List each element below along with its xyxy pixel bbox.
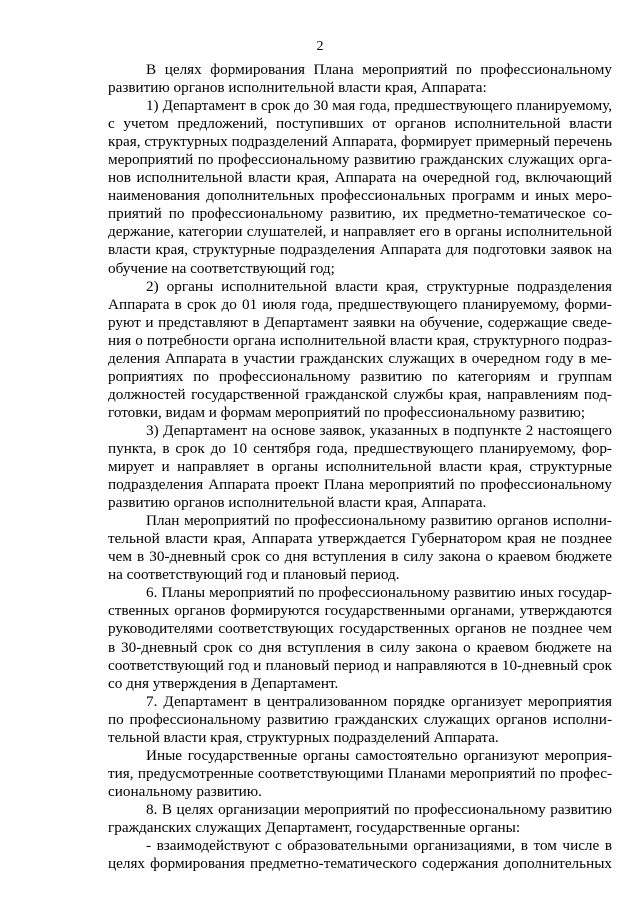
text-line: нов исполнительной власти края, Аппарата на очередной год, включающий <box>108 169 612 187</box>
text-line: - взаимодействуют с образовательными организациями, в том числе в <box>146 837 612 855</box>
text-line: В целях формирования Плана мероприятий по профессиональному <box>146 61 612 78</box>
text-line: План мероприятий по профессиональному развитию органов исполни- <box>146 512 612 530</box>
text-line: по профессиональному развитию гражданских служащих органов исполни- <box>108 710 612 728</box>
text-line: подразделения Аппарата проект Плана мероприятий по профессиональному <box>108 476 612 494</box>
text-line: держание, категории слушателей, и направляет его в органы исполнительной <box>108 223 612 241</box>
document-body <box>108 61 612 873</box>
text-line: на соответствующий год и плановый период. <box>108 566 400 584</box>
text-line: руководителями соответствующих государственных органов не позднее чем <box>108 620 612 638</box>
text-line: мероприятий по профессиональному развитию гражданских служащих орга- <box>108 151 612 169</box>
text-line: наименования дополнительных профессиональных программ и иных меро- <box>108 187 612 205</box>
text-line: Иные государственные органы самостоятельно организуют мероприя- <box>146 746 612 764</box>
text-line: готовки, видам и формам мероприятий по профессиональному развитию; <box>108 403 586 421</box>
text-line: Аппарата в срок до 01 июля года, предшествующего планируемому, форми- <box>108 295 612 313</box>
text-line: власти края, структурные подразделения Аппарата для подготовки заявок на <box>108 241 612 259</box>
text-line: соответствующий год и плановый период и направляются в 10-дневный срок <box>108 656 612 674</box>
text-line: пункта, в срок до 10 сентября года, предшествующего планируемому, фор- <box>108 439 612 457</box>
text-line: тия, предусмотренные соответствующими Планами мероприятий по профес- <box>108 764 612 782</box>
text-line: деления Аппарата в участии гражданских служащих в очередном году в ме- <box>108 349 612 367</box>
text-line: со дня утверждения в Департамент. <box>108 674 339 692</box>
text-line: тельной власти края, структурных подразделений Аппарата. <box>108 728 499 746</box>
text-line: с учетом предложений, поступивших от органов исполнительной власти <box>108 115 612 133</box>
text-line: в 30-дневный срок со дня вступления в силу закона о краевом бюджете на <box>108 638 612 656</box>
text-line: 7. Департамент в централизованном порядке организует мероприятия <box>146 692 612 710</box>
text-line: гражданских служащих Департамент, государственные органы: <box>108 818 521 836</box>
text-line: приятий по профессиональному развитию, их предметно-тематическое со- <box>108 205 612 223</box>
page-number: 2 <box>316 39 324 54</box>
text-line: 6. Планы мероприятий по профессиональному развитию иных государ- <box>146 584 612 602</box>
text-line: развитию органов исполнительной власти края, Аппарата: <box>108 79 487 97</box>
text-line: чем в 30-дневный срок со дня вступления в силу закона о краевом бюджете <box>108 548 612 566</box>
text-line: ния о потребности органа исполнительной власти края, структурного подраз- <box>108 331 612 349</box>
text-line: обучение на соответствующий год; <box>108 259 335 277</box>
text-line: сиональному развитию. <box>108 782 262 800</box>
text-line: должностей государственной гражданской службы края, направлениям под- <box>108 385 612 403</box>
text-line: целях формирования предметно-тематического содержания дополнительных <box>108 855 612 873</box>
text-line: 2) органы исполнительной власти края, структурные подразделения <box>146 277 612 295</box>
text-line: мирует и направляет в органы исполнительной власти края, структурные <box>108 458 612 476</box>
text-line: 3) Департамент на основе заявок, указанных в подпункте 2 настоящего <box>146 421 612 439</box>
text-line: руют и представляют в Департамент заявки на обучение, содержащие сведе- <box>108 313 612 331</box>
text-line: 8. В целях организации мероприятий по профессиональному развитию <box>146 800 612 818</box>
text-line: развитию органов исполнительной власти края, Аппарата. <box>108 494 487 512</box>
text-line: роприятиях по профессиональному развитию по категориям и группам <box>108 367 612 385</box>
text-line: ственных органов формируются государственными органами, утверждаются <box>108 602 612 620</box>
text-line: края, структурных подразделений Аппарата, формирует примерный перечень <box>108 133 612 151</box>
text-line: 1) Департамент в срок до 30 мая года, предшествующего планируемому, <box>146 98 612 115</box>
text-line: тельной власти края, Аппарата утверждается Губернатором края не позднее <box>108 530 612 548</box>
